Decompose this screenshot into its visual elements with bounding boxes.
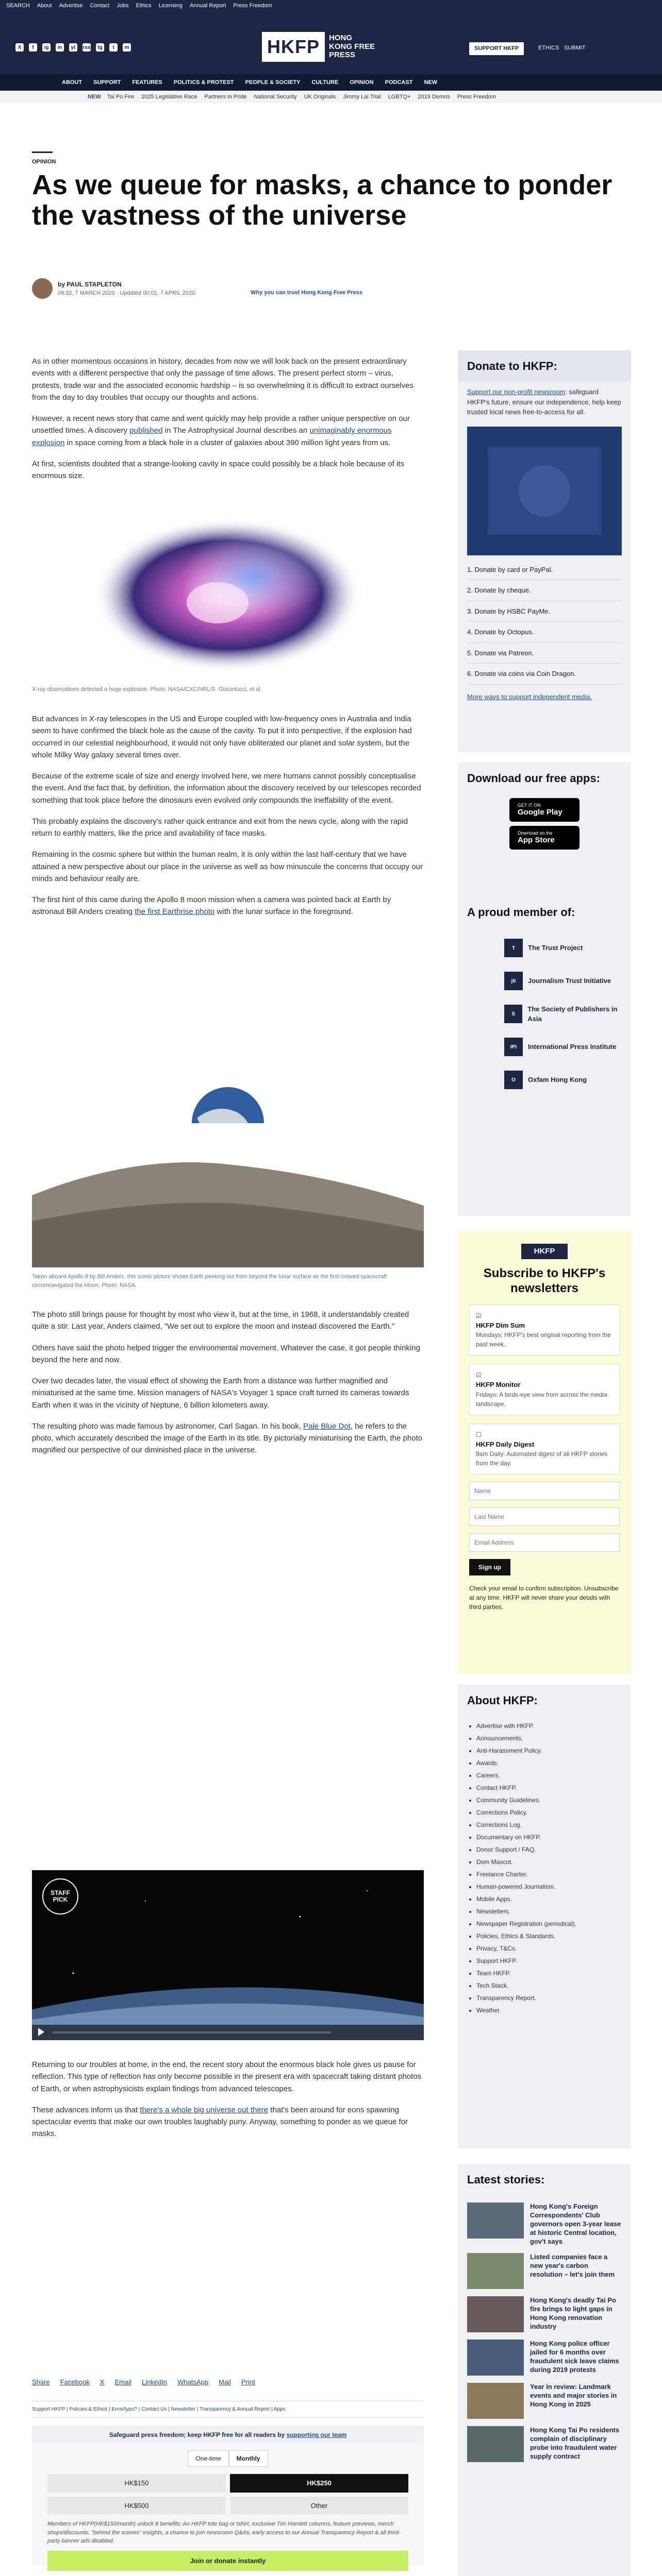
story-headline: Year in review: Landmark events and major stories in Hong Kong in 2025 [530, 2383, 617, 2409]
about-item[interactable]: • Anti-Harassment Policy. [476, 1746, 622, 1755]
share-email[interactable]: Email [114, 2378, 131, 2386]
byline [32, 278, 195, 299]
paragraph-text: with the lunar surface in the foreground. [214, 907, 353, 917]
topbar-search[interactable]: SEARCH [6, 2, 30, 9]
member-org-name: The Society of Publishers in Asia [527, 1005, 618, 1023]
about-item[interactable]: • Donor Support / FAQ. [476, 1845, 622, 1854]
sidebar-memberships [458, 896, 631, 1216]
paragraph-text: in The Astrophysical Journal describes an [162, 426, 310, 435]
instagram-icon[interactable]: ig [42, 43, 51, 52]
signup-button[interactable]: Sign up [469, 1559, 510, 1575]
donate-image-art [467, 427, 622, 555]
sidebar-about [458, 1685, 631, 2148]
share-linkedin[interactable]: LinkedIn [141, 2378, 168, 2386]
member-org[interactable] [504, 968, 631, 994]
trending-item[interactable]: Press Freedom [457, 93, 496, 100]
about-item[interactable]: • Contact HKFP. [476, 1783, 622, 1792]
donate-option[interactable]: 3. Donate by HSBC PayMe. [467, 601, 622, 622]
topbar-contact[interactable]: Contact [90, 2, 110, 9]
story-thumbnail [467, 2253, 524, 2289]
paragraph-text: However, a recent news story that came and went quickly may help provide a rather unique perspective on our unsettled times. A discovery [32, 414, 410, 435]
email-field[interactable] [469, 1533, 620, 1552]
latest-story[interactable] [467, 2202, 622, 2246]
mastodon-icon[interactable]: m [123, 43, 131, 52]
author-name[interactable]: by PAUL STAPLETON [58, 280, 122, 288]
amount-option-selected[interactable]: HK$250 [230, 2474, 408, 2493]
story-headline: Hong Kong's deadly Tai Po fire brings to light gaps in Hong Kong renovation industry [530, 2296, 616, 2331]
google-play-label: Google Play [518, 807, 562, 817]
about-item[interactable]: • Mobile Apps. [476, 1894, 622, 1904]
about-title: About HKFP: [467, 1694, 538, 1707]
newsletter-note: Check your email to confirm subscription. Unsubscribe at any time. HKFP will never share your details with third parties. [469, 1585, 619, 1611]
support-hkfp-button[interactable]: SUPPORT HKFP [469, 42, 524, 55]
nav-politics-protest[interactable]: POLITICS & PROTEST [173, 79, 234, 86]
member-org-name: Journalism Trust Initiative [528, 977, 611, 985]
explosion-link[interactable]: unimaginably enormous explosion [32, 426, 392, 447]
video-frame [32, 1870, 424, 2040]
story-thumbnail [467, 2383, 524, 2419]
paragraph-text: , he refers to the photo, which accurately described the image of the Earth in its title. By pictorially miniaturising the Earth, the photo magnified our perspective of our diminished place in the universe. [32, 1421, 423, 1455]
member-org[interactable] [504, 935, 631, 961]
nav-opinion[interactable]: OPINION [350, 79, 374, 86]
trending-item[interactable]: Tai Po Fire [107, 93, 135, 100]
article-body-1 [32, 355, 424, 491]
about-item[interactable]: • Newspaper Registration (periodical). [476, 1919, 622, 1928]
oxfam-icon: O [504, 1071, 523, 1089]
about-item[interactable]: • Corrections Policy. [476, 1808, 622, 1817]
member-title: A proud member of: [467, 906, 575, 919]
about-item[interactable]: • Privacy, T&Cs. [476, 1944, 622, 1953]
author-avatar[interactable] [32, 278, 53, 299]
about-item[interactable]: • Team HKFP. [476, 1969, 622, 1978]
topbar-ethics[interactable]: Ethics [136, 2, 152, 9]
topbar-advertise[interactable]: Advertise [59, 2, 83, 9]
latest-story[interactable] [467, 2426, 622, 2462]
nav-people-society[interactable]: PEOPLE & SOCIETY [245, 79, 301, 86]
telegram-icon[interactable]: tg [96, 43, 104, 52]
share-whatsapp[interactable]: WhatsApp [177, 2378, 209, 2386]
topbar-press-freedom[interactable]: Press Freedom [233, 2, 272, 9]
universe-link[interactable]: there's a whole big universe out there [140, 2105, 269, 2114]
sidebar-newsletter [458, 1231, 631, 1674]
trending-bar [0, 91, 662, 103]
trust-note-link[interactable]: Why you can trust Hong Kong Free Press [251, 290, 362, 296]
youtube-icon[interactable]: yt [69, 43, 77, 52]
newsletter-option[interactable]: ☑ HKFP Dim Sum Mondays: HKFP's best original reporting from the past week. [469, 1304, 620, 1356]
site-header [0, 11, 662, 74]
header-ethics-link[interactable]: ETHICS [538, 45, 559, 51]
pale-blue-dot-link[interactable]: Pale Blue Dot [303, 1421, 351, 1431]
image-caption: X-ray observations detected a huge explosion. Photo: NASA/CXC/NRL/S. Giacintucci, et al. [32, 686, 262, 692]
play-icon[interactable] [38, 2028, 44, 2036]
paragraph: Over two decades later, the visual effect of showing the Earth from a distance was further magnified and miniaturised at the same time. Mission managers of NASA's Voyager 1 space craft turned its cameras towards Earth when it was in the vicinity of Neptune, 6 billion kilometers away. [32, 1377, 409, 1410]
nav-new[interactable]: NEW [424, 79, 438, 86]
sidebar-apps [458, 762, 631, 896]
ipi-icon: IPI [504, 1038, 523, 1056]
new-tag: NEW [88, 93, 101, 100]
article-footer-links[interactable]: Support HKFP | Policies & Ethics | Error/typo? | Contact Us | Newsletter | Transparency & Annual Report | Apps [32, 2401, 424, 2418]
about-item[interactable]: • Corrections Log. [476, 1820, 622, 1829]
sidebar-donate [458, 350, 631, 752]
apps-title: Download our free apps: [467, 772, 600, 785]
about-item[interactable]: • Support HKFP. [476, 1956, 622, 1965]
section-accent [32, 151, 53, 153]
paragraph: Remaining in the cosmic sphere but within the human realm, it is only within the last half-century that we have attained a new perspective about our place in the universe as well as how minuscule the concerns that occupy our minds and behaviour really are. [32, 850, 423, 883]
nav-culture[interactable]: CULTURE [311, 79, 339, 86]
facebook-icon[interactable]: f [29, 43, 37, 52]
story-headline: Hong Kong's Foreign Correspondents' Club governors open 3-year lease at historic Central location, gov't says [530, 2202, 621, 2245]
story-thumbnail [467, 2426, 524, 2462]
logo-mark: HKFP [262, 32, 325, 62]
donate-option[interactable]: 2. Donate by cheque. [467, 580, 622, 601]
monthly-tab[interactable]: Monthly [229, 2450, 268, 2467]
support-newsroom-link[interactable]: Support our non-profit newsroom [467, 388, 566, 396]
amount-option[interactable]: HK$500 [47, 2497, 226, 2515]
paragraph: Returning to our troubles at home, in the end, the recent story about the enormous black hole gives us pause for reflection. This type of reflection has only become possible in the present era with spacecraft taking distant photos of Earth, or when astrophysicists explain findings from advanced telescopes. [32, 2060, 422, 2093]
video-player[interactable] [32, 1870, 424, 2040]
trending-item[interactable]: 2019 Demos [418, 93, 450, 100]
about-item[interactable]: • Transparency Report. [476, 1993, 622, 2003]
paragraph [32, 1420, 424, 1456]
about-item[interactable]: • Community Guidelines. [476, 1795, 622, 1805]
about-item[interactable]: • Weather. [476, 2006, 622, 2015]
newsletter-option-desc: Fridays: A birds-eye view from across the media landscape. [476, 1391, 607, 1408]
social-links [15, 43, 131, 52]
google-play-small: GET IT ON [518, 802, 541, 808]
staff-pick-badge [42, 1878, 78, 1914]
article-body-4 [32, 2059, 424, 2149]
app-store-label: App Store [518, 835, 555, 844]
trending-item[interactable]: 2025 Legislative Race [141, 93, 197, 100]
membership-note: Members of HKFP(HK$150/month) unlock 8 benefits: An HKFP tote bag or tshirt, exclusive Tim Hamlett columns, feature previews, merch shops/discounts, "behind the scenes" insights, a chance to join newsroom Q&As, early access to our Annual Transparency Report & all third-party banner ads disabled. [47, 2521, 401, 2544]
story-thumbnail [467, 2340, 524, 2376]
member-org[interactable] [504, 1001, 631, 1027]
app-store-small: Download on the [518, 830, 553, 836]
newsletter-option-name: HKFP Daily Digest [476, 1440, 535, 1448]
donate-title: Donate to HKFP: [458, 350, 631, 382]
article-body-3 [32, 1309, 424, 1466]
newsletter-option-name: HKFP Monitor [476, 1381, 521, 1389]
sopa-icon: S [504, 1005, 522, 1023]
share-label[interactable]: Share [32, 2378, 50, 2386]
about-item[interactable]: • Advertise with HKFP. [476, 1721, 622, 1731]
member-org[interactable] [504, 1034, 631, 1060]
nav-features[interactable]: FEATURES [132, 79, 162, 86]
paragraph-text: in space coming from a black hole in a cluster of galaxies about 390 million light years from us. [64, 438, 391, 447]
donate-text: : safeguard HKFP's future, ensure our independence, help keep trusted local news free-to-access for all. [467, 388, 621, 416]
about-item[interactable]: • Newsletters. [476, 1907, 622, 1916]
about-item[interactable]: • Dom Mascot. [476, 1857, 622, 1867]
newsletter-option[interactable]: ☑ HKFP Monitor Fridays: A birds-eye view from across the media landscape. [469, 1364, 620, 1415]
xray-image [32, 510, 424, 680]
published-link[interactable]: published [129, 426, 163, 435]
latest-story[interactable] [467, 2340, 622, 2376]
paragraph-text: The first hint of this came during the Apollo 8 moon mission when a camera was pointed back at Earth by astronaut Bill Anders creating [32, 895, 391, 917]
nav-support[interactable]: SUPPORT [93, 79, 121, 86]
story-headline: Hong Kong Tai Po residents complain of disciplinary probe into fraudulent water supply contract [530, 2426, 620, 2461]
member-org[interactable] [504, 1067, 631, 1093]
main-navigation [0, 74, 662, 91]
paragraph: As in other momentous occasions in history, decades from now we will look back on the present extraordinary events with a different perspective that only the passage of time allows. The present perfect storm – virus, protests, trade war and the associated economic hardship – is so overwhelming it is difficult to extract ourselves from the day to day troubles that occupy our thoughts and actions. [32, 357, 414, 402]
nav-podcast[interactable]: PODCAST [385, 79, 413, 86]
about-list [458, 1716, 631, 2023]
share-facebook[interactable]: Facebook [60, 2378, 90, 2386]
donation-widget [32, 2442, 424, 2566]
about-item[interactable]: • Announcements. [476, 1734, 622, 1743]
amount-option[interactable]: HK$150 [47, 2474, 226, 2493]
about-item[interactable]: • Careers. [476, 1771, 622, 1780]
threads-icon[interactable]: t [109, 43, 118, 52]
trending-item[interactable]: LGBTQ+ [388, 93, 411, 100]
more-ways-link[interactable]: More ways to support independent media. [467, 692, 592, 701]
article-dates: 09:32, 7 MARCH 2020 · Updated 00:02, 7 APRIL 2020 [58, 290, 195, 296]
safeguard-banner [32, 2426, 424, 2444]
trust-project-icon: T [504, 939, 523, 957]
x-icon[interactable]: X [15, 43, 24, 52]
donate-option[interactable]: 1. Donate by card or PayPal. [467, 560, 622, 581]
last-name-field[interactable] [469, 1507, 620, 1526]
about-item[interactable]: • Freelance Charter. [476, 1870, 622, 1879]
donate-option[interactable]: 4. Donate by Octopus. [467, 622, 622, 643]
amount-options [47, 2474, 408, 2515]
trending-item[interactable]: National Security [254, 93, 297, 100]
one-time-tab[interactable]: One-time [188, 2450, 228, 2467]
topbar-about[interactable]: About [37, 2, 52, 9]
earthrise-link[interactable]: the first Earthrise photo [135, 907, 215, 917]
name-field[interactable] [469, 1482, 620, 1500]
about-item[interactable]: • Documentary on HKFP. [476, 1833, 622, 1842]
paragraph: Others have said the photo helped trigger the environmental movement. Whatever the case, it got people thinking beyond the here and now. [32, 1343, 420, 1364]
donate-description [458, 382, 631, 422]
story-headline: Listed companies face a new year's carbon resolution – let's join them [530, 2253, 615, 2279]
trending-item[interactable]: UK Originals [304, 93, 336, 100]
sidebar-google-play-button[interactable] [509, 798, 580, 822]
newsletter-option-desc: Mondays: HKFP's best original reporting from the past week. [476, 1331, 611, 1348]
article-body-2 [32, 713, 424, 927]
about-item[interactable]: • Policies, Ethics & Standards. [476, 1931, 622, 1941]
paragraph-text: that's been around for eons spawning spectacular events that make our own troubles laughably puny. Anyway, something to ponder as we queue for masks. [32, 2105, 408, 2139]
newsletter-title: Subscribe to HKFP's newsletters [483, 1266, 606, 1295]
xray-image-art [32, 510, 424, 680]
share-links [32, 2377, 255, 2387]
frequency-toggle [47, 2450, 408, 2467]
about-item[interactable]: • Tech Stack. [476, 1981, 622, 1990]
safeguard-link[interactable]: supporting our team [286, 2431, 347, 2438]
earthrise-image-art [32, 1061, 424, 1267]
about-item[interactable]: • Human-powered Journalism. [476, 1882, 622, 1891]
topbar-licensing[interactable]: Licensing [158, 2, 183, 9]
about-item[interactable]: • Awards. [476, 1758, 622, 1768]
paragraph: This probably explains the discovery's rather quick entrance and exit from the news cycle, along with the rapid return to earthly matters, like the price and availability of face masks. [32, 817, 408, 838]
paragraph: Because of the extreme scale of size and energy involved here, we mere humans cannot possibly conceptualise the event. And the fact that, by definition, the information about the discovery received by our telescopes recorded something that took place before the dinosaurs even evolved only compounds the ineffability of the event. [32, 772, 421, 805]
paragraph [32, 2104, 424, 2140]
paragraph [32, 413, 424, 449]
header-submit-link[interactable]: SUBMIT [564, 45, 586, 51]
sidebar-app-store-button[interactable] [509, 826, 580, 850]
share-mail[interactable]: Mail [219, 2378, 231, 2386]
latest-story[interactable] [467, 2383, 622, 2419]
section-label[interactable]: OPINION [32, 159, 56, 165]
paragraph: At first, scientists doubted that a strange-looking cavity in space could possibly be a black hole because of its enormous size. [32, 459, 405, 480]
safeguard-text: Safeguard press freedom; keep HKFP free for all readers by [109, 2431, 287, 2438]
share-x[interactable]: X [100, 2378, 105, 2386]
newsletter-logo: HKFP [521, 1244, 568, 1259]
newsletter-option-desc: 9am Daily: Automated digest of all HKFP stories from the day. [476, 1450, 608, 1467]
trending-item[interactable]: Partners in Pride [204, 93, 247, 100]
article-title: As we queue for masks, a chance to ponder the vastness of the universe [32, 170, 613, 231]
story-thumbnail [467, 2296, 524, 2332]
site-logo[interactable] [262, 32, 375, 62]
paragraph [32, 894, 424, 918]
author-meta [58, 280, 195, 298]
story-headline: Hong Kong police officer jailed for 6 months over fraudulent sick leave claims during 2019 protests [530, 2340, 619, 2374]
topbar-jobs[interactable]: Jobs [117, 2, 129, 9]
top-utility-bar [0, 0, 662, 11]
member-org-name: International Press Institute [528, 1043, 617, 1051]
join-donate-button[interactable]: Join or donate instantly [47, 2551, 408, 2571]
story-thumbnail [467, 2202, 524, 2239]
donate-option[interactable]: 6. Donate via coins via Coin Dragon. [467, 664, 622, 685]
earthrise-image [32, 1061, 424, 1267]
latest-title: Latest stories: [467, 2173, 545, 2186]
latest-story[interactable] [467, 2253, 622, 2289]
trending-item[interactable]: Jimmy Lai Trial [343, 93, 381, 100]
nav-about[interactable]: ABOUT [62, 79, 82, 86]
image-caption: Taken aboard Apollo 8 by Bill Anders, this iconic picture shows Earth peeking out from beyond the lunar surface as the first crewed spacecraft circumnavigated the Moon. Photo: NASA. [32, 1274, 387, 1289]
member-org-name: The Trust Project [528, 944, 583, 952]
newsletter-option-name: HKFP Dim Sum [476, 1321, 525, 1329]
staff-pick-text: STAFF PICK [51, 1889, 70, 1903]
topbar-annual-report[interactable]: Annual Report [190, 2, 226, 9]
paragraph-text: These advances inform us that [32, 2105, 140, 2114]
paragraph-text: The resulting photo was made famous by astronomer, Carl Sagan. In his book, [32, 1421, 304, 1431]
paragraph: The photo still brings pause for thought by most who view it, but at the time, in 1968, it understandably created quite a stir. Last year, Anders claimed, "We set out to explore the moon and instead discovered the Earth." [32, 1310, 409, 1331]
rss-icon[interactable]: rss [82, 43, 91, 52]
paragraph: But advances in X-ray telescopes in the US and Europe coupled with low-frequency ones in Australia and India seem to have confirmed the black hole as the cause of the cavity. To put it into perspective, if the explosion had occurred in our celestial neighbourhood, it would not only have obliterated our planet and solar system, but the whole Milky Way galaxy several times over. [32, 715, 412, 759]
donate-image [467, 427, 622, 555]
sidebar-latest [458, 2164, 631, 2576]
logo-wordmark: HONG KONG FREE PRESS [329, 33, 375, 60]
amount-option-other[interactable]: Other [230, 2497, 408, 2515]
share-print[interactable]: Print [241, 2378, 255, 2386]
donate-option[interactable]: 5. Donate via Patreon. [467, 643, 622, 664]
latest-story[interactable] [467, 2296, 622, 2332]
jti-icon: jti [504, 972, 523, 990]
linkedin-icon[interactable]: in [56, 43, 64, 52]
newsletter-option[interactable]: ☐ HKFP Daily Digest 9am Daily: Automated digest of all HKFP stories from the day. [469, 1423, 620, 1475]
member-org-name: Oxfam Hong Kong [528, 1076, 587, 1084]
